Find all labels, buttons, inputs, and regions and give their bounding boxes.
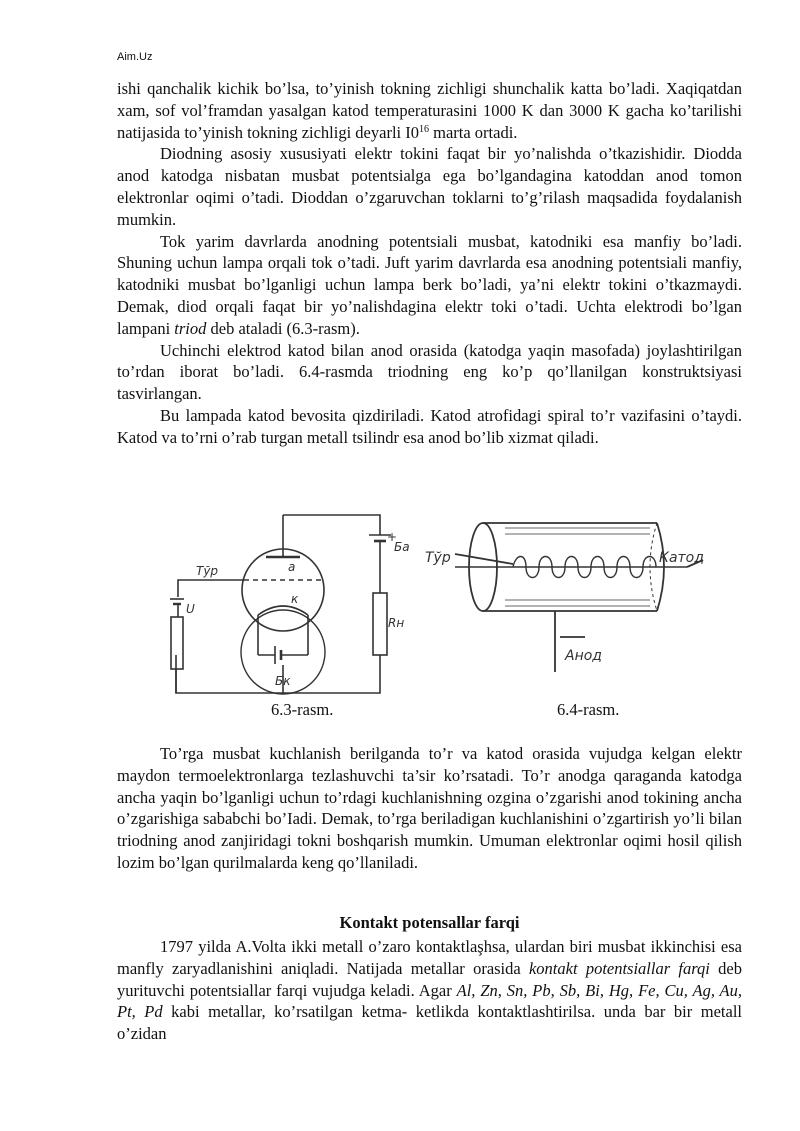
label-u: U: [186, 602, 195, 616]
triode-circuit-diagram: [160, 505, 450, 700]
site-watermark: Aim.Uz: [117, 51, 153, 63]
label-ba: Бa: [394, 540, 410, 554]
section-heading: Kontakt potensallar farqi: [339, 913, 520, 932]
label-rn: Rн: [388, 616, 405, 630]
text-block-volta: [117, 936, 742, 1045]
paragraph-diode-property: Diodning asosiy xususiyati elektr tokini faqat bir yo’nalishda o’tkazishidir. Diodda anod katodga nisbatan musbat potentsialga ega bo’lgandagina katoddan anod tomon elektronlar oqimi o’tadi. Dioddan o’zgaruvchan toklarni to’g’rilash maqsadida foydalanish mumkin.: [117, 144, 742, 229]
label-cathode: Катод: [659, 550, 704, 566]
paragraph-third-electrode: Uchinchi elektrod katod bilan anod orasida (katodga yaqin masofada) joylashtirilgan to’rdan iborat bo’ladi. 6.4-rasmda triodning eng ko’p qo’llanilgan konstruktsiyasi tasvirlangan.: [117, 340, 742, 404]
figure-caption-6-3: 6.3-rasm.: [271, 700, 334, 719]
paragraph-grid-voltage: To’rga musbat kuchlanish berilganda to’r va katod orasida vujudga kelgan elektr maydon termoelektronlarga tezlashuvchi ta’sir ko’rsatadi. To’r anodga qaraganda katodga ancha yaqin bo’lganligi uchun to’rdagi kuchlanishning ozgina o’zgarishi anod tokining ancha o’zgarishiga sababchi bo’Iadi. Demak, to’rga beriladigan kuchlanishini o’zgartirish yo’li bilan triodning anod zanjiridagi tokni boshqarish mumkin. Umuman elektronlar oqimi hosil qilish lozim bo’lgan qurilmalarda keng qo’llaniladi.: [117, 744, 742, 872]
label-plus: +: [387, 530, 398, 544]
paragraph-heated-cathode: Bu lampada katod bevosita qizdiriladi. Katod atrofidagi spiral to’r vazifasini o’taydi. Katod va to’rni o’rab turgan metall tsilindr esa anod bo’lib xizmat qiladi.: [117, 405, 742, 447]
label-anode: Анод: [565, 648, 602, 664]
figure-caption-6-4: 6.4-rasm.: [557, 700, 620, 719]
label-bk: Бк: [275, 674, 291, 688]
label-grid: Tўр: [425, 550, 451, 566]
paragraph-half-periods: Tok yarim davrlarda anodning potentsiali musbat, katodniki esa manfiy bo’ladi. Shuning uchun lampa orqali tok o’tadi. Juft yarim davrlarda esa anodning potentsiali manfiy, katodniki musbat bo’lganligi uchun lampa berk bo’ladi, ya’ni elektr tokini o’tkazmaydi. Demak, diod orqali faqat bir yo’nalishdagina elektr toki o’tadi. Uchta elektrodi bo’lgan lampani triod deb ataladi (6.3-rasm).: [117, 231, 742, 338]
paragraph-saturation: ishi qanchalik kichik bo’lsa, to’yinish tokning zichligi shunchalik katta bo’ladi. Xaqiqatdan xam, sof vol’framdan yasalgan katod temperaturasini 1000 K dan 3000 K gacha ko’tarilishi natijasida to’yinish tokning zichligi deyarli $I0^{16}$ marta ortadi.: [117, 79, 742, 142]
label-cathode: к: [291, 592, 299, 606]
triode-construction-drawing: [425, 512, 710, 692]
paragraph-volta: 1797 yilda A.Volta ikki metall o’zaro kontaktlaşhsa, ulardan biri musbat ikkinchisi esa manfly zaryadlanishini aniqladi. Natijada metallar orasida kontakt potentsiallar farqi deb yurituvchi potentsiallar farqi vujudga keladi. Agar Al, Zn, Sn, Pb, Sb, Bi, Hg, Fe, Cu, Ag, Au, Pt, Pd kabi metallar, ko’rsatilgan ketma- ketlikda kontaktlashtirilsa. unda bar bir metall o’zidan: [117, 937, 742, 1044]
label-grid: Tўр: [196, 564, 219, 578]
text-block-grid-voltage: [117, 743, 742, 874]
text-block-top: [117, 78, 742, 449]
label-anode: a: [288, 560, 296, 574]
